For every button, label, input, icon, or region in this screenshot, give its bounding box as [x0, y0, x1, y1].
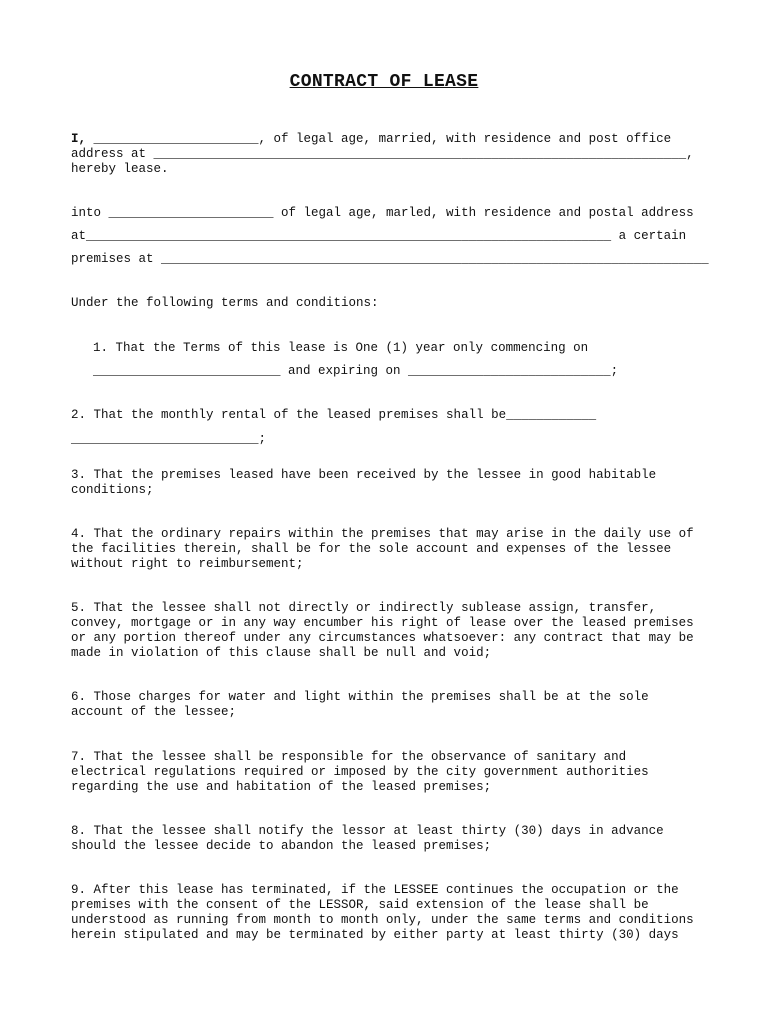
intro-line-3: hereby lease. — [71, 162, 169, 176]
clause-1-line-2: _________________________ and expiring on ___________________________; — [93, 364, 619, 378]
clause-6: 6. Those charges for water and light within the premises shall be at the sole account of the lessee; — [71, 690, 649, 719]
clause-3: 3. That the premises leased have been received by the lessee in good habitable conditions; — [71, 468, 657, 497]
clause-2-line-2: _________________________; — [71, 432, 267, 446]
intro-lead: I, — [71, 132, 87, 146]
lessee-line-3: premises at _________________________________________________________________________ — [71, 252, 709, 266]
clause-4: 4. That the ordinary repairs within the premises that may arise in the daily use of the facilities therein, shall be for the sole account and expenses of the lessee without right to reimbursement; — [71, 527, 694, 571]
clause-2-line-1: 2. That the monthly rental of the leased premises shall be____________ — [71, 408, 597, 422]
lessee-line-1: into ______________________ of legal age, marled, with residence and postal address — [71, 206, 694, 220]
clause-5: 5. That the lessee shall not directly or indirectly sublease assign, transfer, convey, mortgage or in any way encumber his right of lease over the leased premises or any portion thereof under any circumstances whatsoever: any contract that may be made in violation of this clause shall be null and void; — [71, 601, 694, 660]
intro-line-2: address at _______________________________________________________________________, — [71, 147, 694, 161]
clause-7: 7. That the lessee shall be responsible for the observance of sanitary and electrical regulations required or imposed by the city government authorities regarding the use and habitation of the leased premises; — [71, 750, 649, 794]
clause-9: 9. After this lease has terminated, if the LESSEE continues the occupation or the premises with the consent of the LESSOR, said extension of the lease shall be understood as running from month to month only, under the same terms and conditions herein stipulated and may be terminated by either party at least thirty (30) days — [71, 883, 694, 942]
lessee-line-2: at______________________________________________________________________ a certain — [71, 229, 687, 243]
clause-8: 8. That the lessee shall notify the lessor at least thirty (30) days in advance should the lessee decide to abandon the leased premises; — [71, 824, 664, 853]
terms-intro: Under the following terms and conditions: — [71, 296, 379, 310]
clause-1-line-1: 1. That the Terms of this lease is One (1) year only commencing on — [93, 341, 589, 355]
document-title: CONTRACT OF LEASE — [289, 72, 479, 92]
intro-line-1-rest: ______________________, of legal age, married, with residence and post office — [86, 132, 672, 146]
intro-line-1 — [71, 132, 671, 147]
